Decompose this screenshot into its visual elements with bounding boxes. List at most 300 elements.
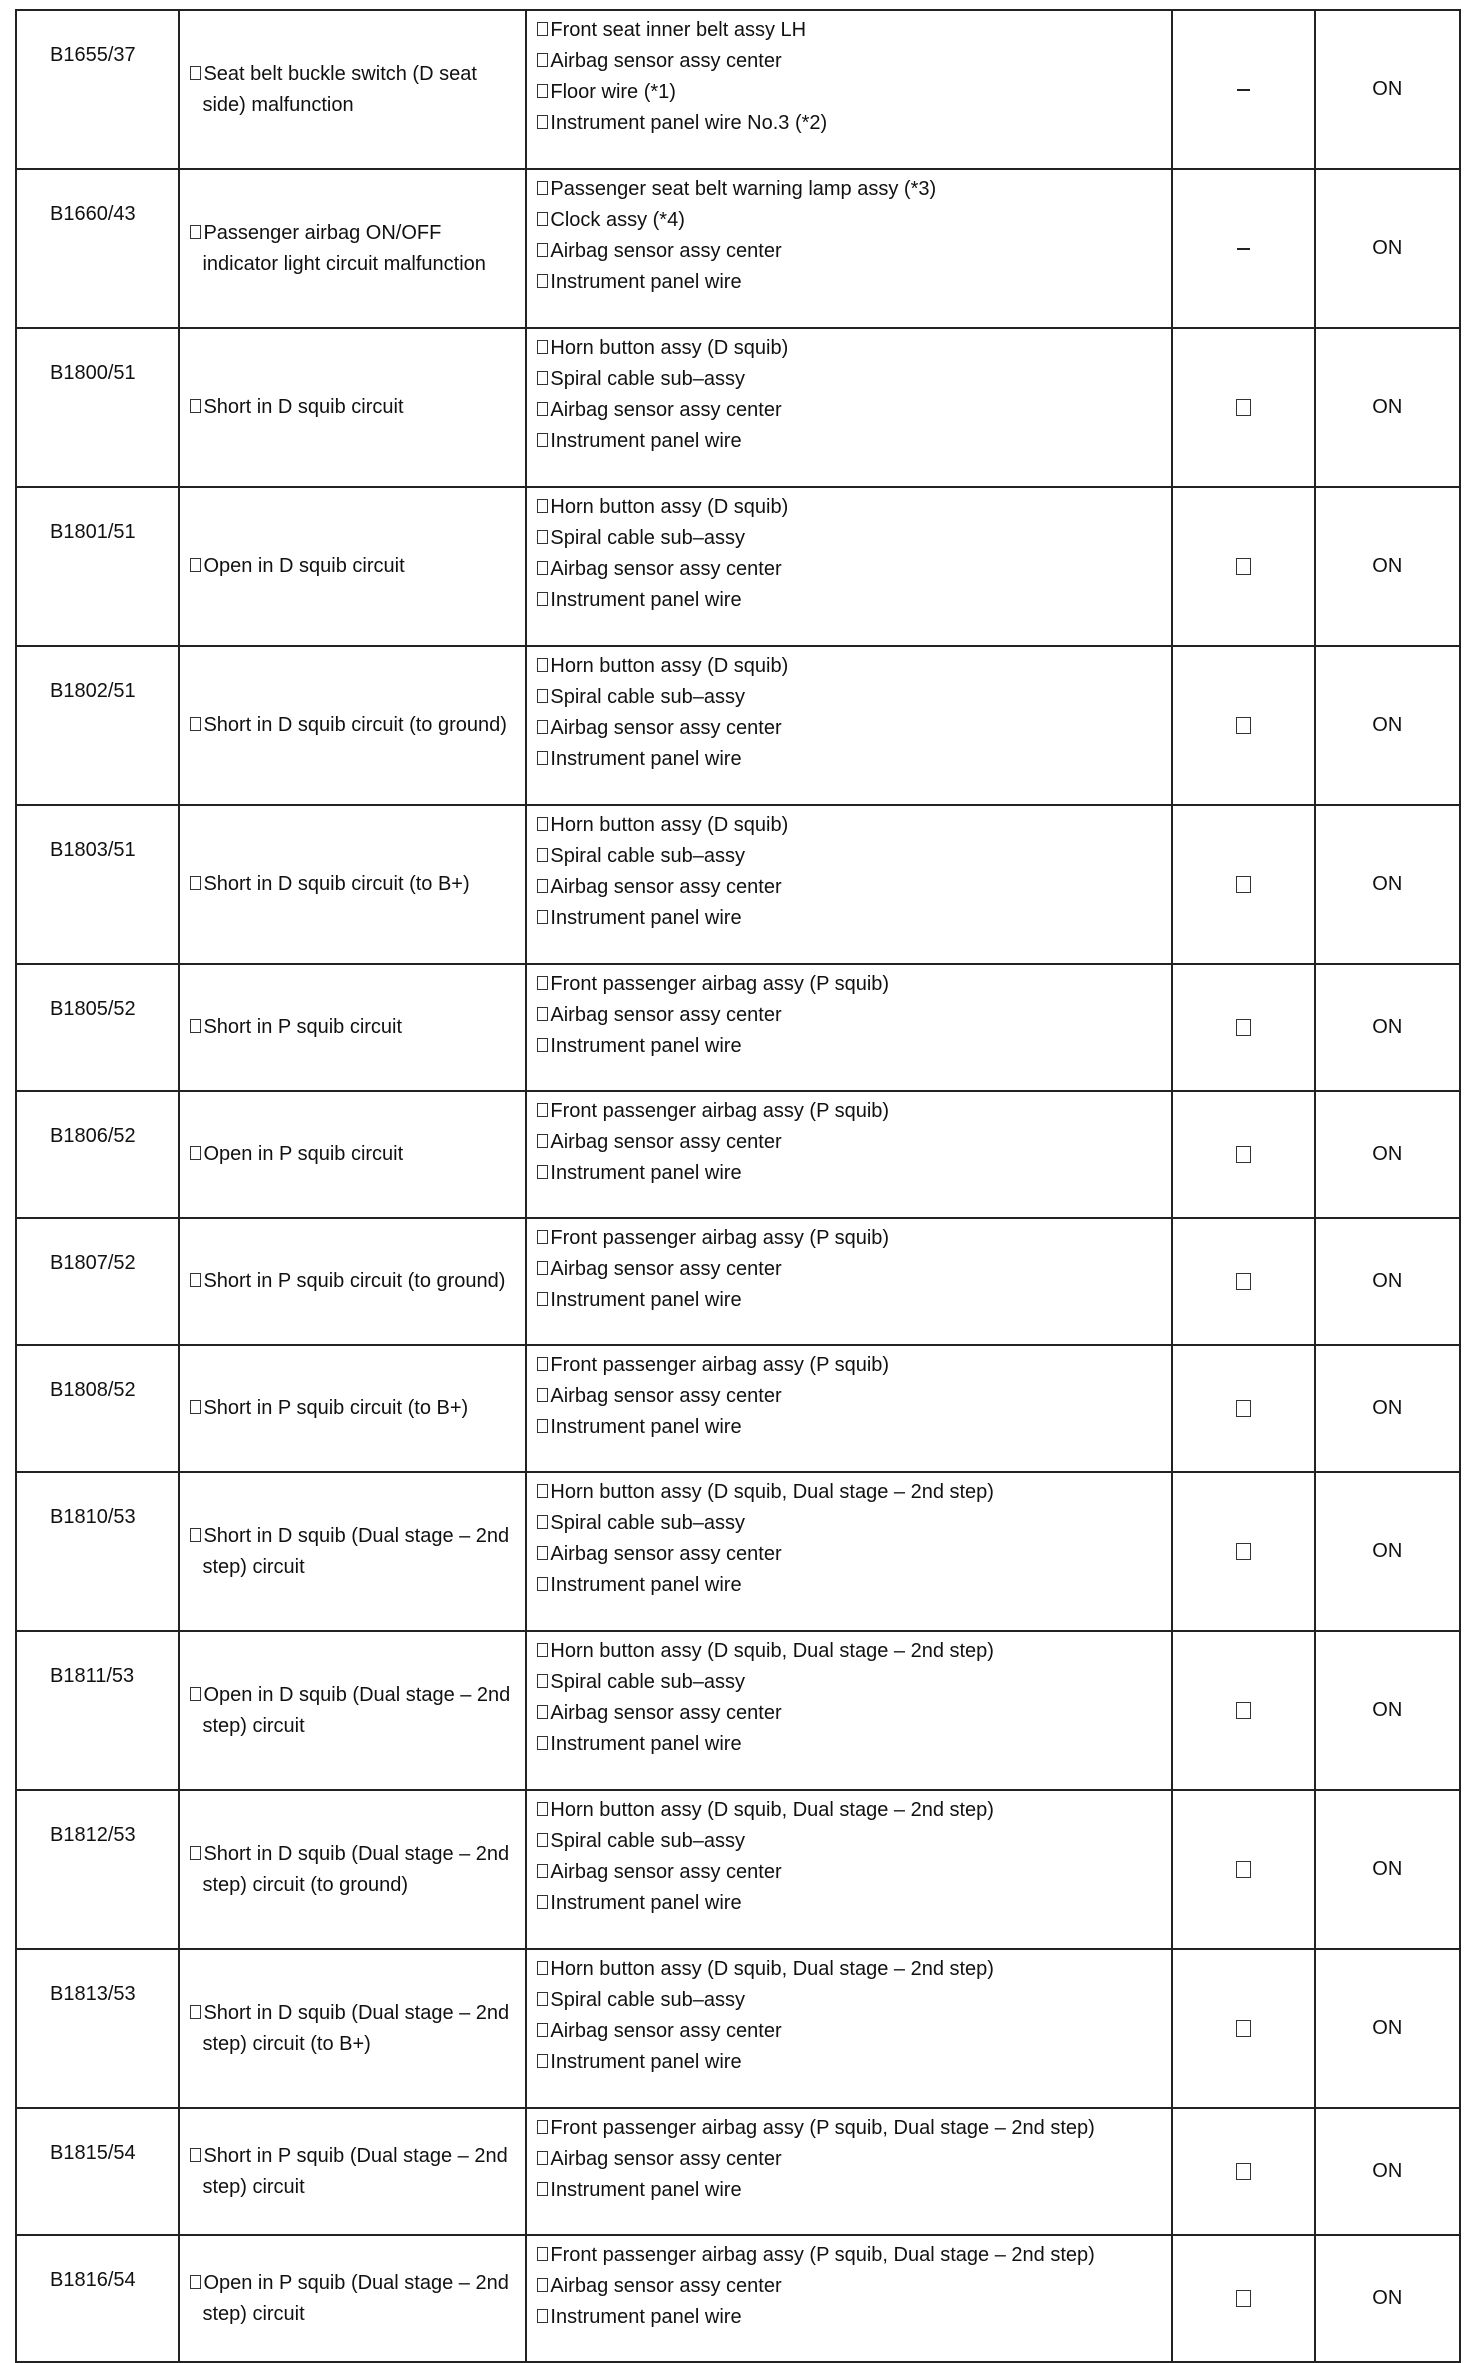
trouble-area-line [537,1000,1171,1031]
detection-item-line [190,392,519,423]
detection-item-text: Short in D squib circuit [203,396,404,418]
memory-cell [1172,487,1314,646]
bullet-box-icon [537,53,548,67]
detection-item-cell [179,1218,526,1345]
memory-box-icon [1236,1861,1251,1878]
memory-cell [1172,328,1314,487]
dtc-code-cell [16,1631,179,1790]
table-row [16,1345,1460,1472]
bullet-box-icon [537,2054,548,2068]
dtc-code-cell [16,1472,179,1631]
trouble-area-text: Instrument panel wire [550,2306,742,2328]
detection-item-text: Open in D squib circuit [203,555,405,577]
detection-item-line [190,2268,519,2330]
trouble-area-line [537,1350,1171,1381]
trouble-area-line [537,1570,1171,1601]
trouble-area-line [537,651,1171,682]
trouble-area-line [537,2016,1171,2047]
table-row [16,964,1460,1091]
bullet-box-icon [537,1484,548,1498]
table-row [16,805,1460,964]
trouble-area-text: Airbag sensor assy center [550,876,782,898]
trouble-area-text: Airbag sensor assy center [550,1861,782,1883]
trouble-area-line [537,492,1171,523]
bullet-box-icon [537,1007,548,1021]
detection-item-line [190,59,519,121]
detection-item-cell [179,2235,526,2362]
trouble-area-line [537,236,1171,267]
warning-light-status: ON [1372,2160,1403,2182]
trouble-area-line [537,1539,1171,1570]
memory-box-icon [1236,1146,1251,1163]
trouble-area-cell [526,1472,1172,1631]
bullet-box-icon [537,1895,548,1909]
trouble-area-line [537,810,1171,841]
trouble-area-text: Airbag sensor assy center [550,1131,782,1153]
bullet-box-icon [537,817,548,831]
trouble-area-cell [526,10,1172,169]
trouble-area-line [537,2144,1171,2175]
dtc-code-cell [16,805,179,964]
dtc-code: B1806/52 [50,1125,136,1147]
trouble-area-line [537,395,1171,426]
trouble-area-text: Spiral cable sub–assy [550,1830,745,1852]
trouble-area-text: Instrument panel wire [550,1416,742,1438]
memory-cell [1172,1790,1314,1949]
trouble-area-line [537,77,1171,108]
trouble-area-line [537,364,1171,395]
trouble-area-text: Horn button assy (D squib, Dual stage – 2nd step) [550,1481,994,1503]
trouble-area-text: Airbag sensor assy center [550,240,782,262]
trouble-area-line [537,1954,1171,1985]
trouble-area-text: Airbag sensor assy center [550,717,782,739]
trouble-area-cell [526,1631,1172,1790]
warning-light-cell [1315,1472,1460,1631]
warning-light-status: ON [1372,1858,1403,1880]
warning-light-cell [1315,487,1460,646]
bullet-box-icon [537,751,548,765]
memory-box-icon [1236,2290,1251,2307]
detection-item-line [190,551,519,582]
bullet-box-icon [190,1400,201,1414]
trouble-area-line [537,1031,1171,1062]
trouble-area-text: Airbag sensor assy center [550,1258,782,1280]
bullet-box-icon [537,22,548,36]
memory-box-icon [1236,1400,1251,1417]
trouble-area-line [537,969,1171,1000]
memory-cell [1172,1345,1314,1472]
bullet-box-icon [537,910,548,924]
trouble-area-text: Instrument panel wire [550,1733,742,1755]
trouble-area-line [537,15,1171,46]
bullet-box-icon [537,1038,548,1052]
warning-light-status: ON [1372,1699,1403,1721]
bullet-box-icon [537,2182,548,2196]
trouble-area-text: Spiral cable sub–assy [550,1989,745,2011]
table-row [16,1218,1460,1345]
warning-light-cell [1315,1218,1460,1345]
trouble-area-line [537,1826,1171,1857]
bullet-box-icon [537,1357,548,1371]
table-row [16,10,1460,169]
dtc-code: B1805/52 [50,998,136,1020]
trouble-area-line [537,682,1171,713]
trouble-area-cell [526,328,1172,487]
warning-light-cell [1315,328,1460,487]
table-row [16,487,1460,646]
dtc-code-cell [16,328,179,487]
detection-item-text: Short in D squib (Dual stage – 2nd step) circuit (to B+) [202,2001,510,2055]
memory-cell [1172,646,1314,805]
bullet-box-icon [537,2309,548,2323]
bullet-box-icon [537,2278,548,2292]
detection-item-line [190,1998,519,2060]
trouble-area-text: Instrument panel wire [550,907,742,929]
table-row [16,169,1460,328]
trouble-area-line [537,46,1171,77]
trouble-area-line [537,841,1171,872]
bullet-box-icon [537,1643,548,1657]
dtc-code-cell [16,1949,179,2108]
trouble-area-text: Instrument panel wire [550,1289,742,1311]
detection-item-line [190,1393,519,1424]
trouble-area-cell [526,1091,1172,1218]
trouble-area-cell [526,646,1172,805]
trouble-area-text: Instrument panel wire [550,589,742,611]
trouble-area-line [537,1508,1171,1539]
bullet-box-icon [190,225,201,239]
detection-item-text: Short in P squib circuit [203,1016,403,1038]
warning-light-status: ON [1372,1540,1403,1562]
dtc-table [15,9,1461,2363]
detection-item-line [190,1680,519,1742]
trouble-area-line [537,205,1171,236]
trouble-area-text: Instrument panel wire [550,1035,742,1057]
dtc-code: B1801/51 [50,521,136,543]
trouble-area-line [537,1096,1171,1127]
trouble-area-text: Horn button assy (D squib, Dual stage – 2nd step) [550,1799,994,1821]
bullet-box-icon [537,1230,548,1244]
bullet-box-icon [537,181,548,195]
trouble-area-line [537,108,1171,139]
dtc-code: B1655/37 [50,44,136,66]
bullet-box-icon [537,1134,548,1148]
trouble-area-text: Front passenger airbag assy (P squib) [550,1100,890,1122]
trouble-area-text: Front passenger airbag assy (P squib, Dual stage – 2nd step) [550,2244,1095,2266]
dtc-code-cell [16,2108,179,2235]
warning-light-cell [1315,169,1460,328]
memory-box-icon [1236,2020,1251,2037]
memory-cell [1172,1472,1314,1631]
table-row [16,1091,1460,1218]
bullet-box-icon [190,1273,201,1287]
trouble-area-text: Airbag sensor assy center [550,558,782,580]
dtc-code: B1800/51 [50,362,136,384]
trouble-area-line [537,333,1171,364]
detection-item-cell [179,328,526,487]
detection-item-line [190,1012,519,1043]
bullet-box-icon [537,402,548,416]
bullet-box-icon [190,2275,201,2289]
warning-light-cell [1315,1790,1460,1949]
bullet-box-icon [537,2151,548,2165]
warning-light-status: ON [1372,2017,1403,2039]
trouble-area-line [537,1698,1171,1729]
trouble-area-text: Horn button assy (D squib, Dual stage – 2nd step) [550,1958,994,1980]
detection-item-line [190,218,519,280]
trouble-area-text: Horn button assy (D squib) [550,496,789,518]
memory-box-icon [1236,717,1251,734]
trouble-area-text: Front passenger airbag assy (P squib, Dual stage – 2nd step) [550,2117,1095,2139]
detection-item-cell [179,805,526,964]
detection-item-cell [179,1345,526,1472]
trouble-area-line [537,903,1171,934]
bullet-box-icon [537,848,548,862]
bullet-box-icon [190,2005,201,2019]
warning-light-status: ON [1372,1397,1403,1419]
trouble-area-cell [526,1790,1172,1949]
dtc-code-cell [16,964,179,1091]
detection-item-cell [179,1091,526,1218]
dtc-code-cell [16,1218,179,1345]
trouble-area-text: Passenger seat belt warning lamp assy (*3) [550,178,937,200]
detection-item-text: Short in D squib (Dual stage – 2nd step) circuit (to ground) [202,1842,510,1896]
warning-light-status: ON [1372,873,1403,895]
bullet-box-icon [537,1546,548,1560]
memory-cell [1172,805,1314,964]
detection-item-line [190,1839,519,1901]
trouble-area-text: Spiral cable sub–assy [550,686,745,708]
dtc-table-body [16,10,1460,2362]
table-row [16,1631,1460,1790]
trouble-area-line [537,267,1171,298]
bullet-box-icon [537,561,548,575]
detection-item-line [190,2141,519,2203]
detection-item-text: Open in P squib (Dual stage – 2nd step) circuit [202,2271,509,2325]
bullet-box-icon [537,115,548,129]
dtc-code: B1802/51 [50,680,136,702]
bullet-box-icon [190,1528,201,1542]
bullet-box-icon [537,1674,548,1688]
trouble-area-line [537,1857,1171,1888]
trouble-area-line [537,174,1171,205]
trouble-area-cell [526,169,1172,328]
table-row [16,2235,1460,2362]
bullet-box-icon [190,1687,201,1701]
detection-item-line [190,1266,519,1297]
bullet-box-icon [537,689,548,703]
trouble-area-text: Instrument panel wire [550,430,742,452]
trouble-area-cell [526,805,1172,964]
detection-item-text: Short in D squib (Dual stage – 2nd step) circuit [202,1524,510,1578]
detection-item-cell [179,2108,526,2235]
bullet-box-icon [537,371,548,385]
detection-item-text: Short in D squib circuit (to ground) [203,714,507,736]
table-row [16,1949,1460,2108]
warning-light-cell [1315,1949,1460,2108]
warning-light-cell [1315,2235,1460,2362]
trouble-area-line [537,426,1171,457]
warning-light-status: ON [1372,396,1403,418]
trouble-area-text: Airbag sensor assy center [550,1385,782,1407]
bullet-box-icon [537,340,548,354]
trouble-area-text: Horn button assy (D squib) [550,655,789,677]
memory-cell [1172,2235,1314,2362]
dash-mark [1237,248,1250,250]
memory-cell [1172,2108,1314,2235]
detection-item-line [190,1139,519,1170]
bullet-box-icon [190,558,201,572]
dtc-code: B1810/53 [50,1506,136,1528]
detection-item-text: Passenger airbag ON/OFF indicator light circuit malfunction [202,221,486,275]
bullet-box-icon [537,1165,548,1179]
warning-light-status: ON [1372,1143,1403,1165]
bullet-box-icon [537,1961,548,1975]
detection-item-text: Short in D squib circuit (to B+) [203,873,470,895]
memory-box-icon [1236,1702,1251,1719]
bullet-box-icon [190,66,201,80]
detection-item-cell [179,964,526,1091]
dtc-code: B1815/54 [50,2142,136,2164]
memory-cell [1172,1949,1314,2108]
memory-box-icon [1236,1019,1251,1036]
memory-cell [1172,1091,1314,1218]
detection-item-cell [179,1472,526,1631]
warning-light-status: ON [1372,714,1403,736]
warning-light-cell [1315,646,1460,805]
trouble-area-cell [526,1345,1172,1472]
detection-item-cell [179,646,526,805]
trouble-area-text: Instrument panel wire [550,271,742,293]
trouble-area-text: Instrument panel wire [550,2051,742,2073]
table-row [16,1790,1460,1949]
detection-item-line [190,869,519,900]
dtc-code: B1660/43 [50,203,136,225]
bullet-box-icon [537,2247,548,2261]
trouble-area-cell [526,964,1172,1091]
bullet-box-icon [537,1833,548,1847]
bullet-box-icon [537,1515,548,1529]
bullet-box-icon [537,212,548,226]
memory-cell [1172,1218,1314,1345]
dtc-code: B1811/53 [50,1665,135,1687]
detection-item-text: Open in D squib (Dual stage – 2nd step) circuit [202,1683,511,1737]
dtc-code: B1807/52 [50,1252,136,1274]
detection-item-text: Seat belt buckle switch (D seat side) malfunction [202,62,477,116]
bullet-box-icon [190,1019,201,1033]
bullet-box-icon [537,976,548,990]
trouble-area-text: Front passenger airbag assy (P squib) [550,1227,890,1249]
bullet-box-icon [537,2023,548,2037]
detection-item-line [190,1521,519,1583]
table-row [16,2108,1460,2235]
bullet-box-icon [537,243,548,257]
bullet-box-icon [537,1802,548,1816]
trouble-area-line [537,1285,1171,1316]
trouble-area-text: Instrument panel wire [550,1162,742,1184]
bullet-box-icon [537,499,548,513]
trouble-area-text: Airbag sensor assy center [550,1543,782,1565]
detection-item-text: Open in P squib circuit [203,1143,404,1165]
warning-light-status: ON [1372,78,1403,100]
trouble-area-line [537,1888,1171,1919]
trouble-area-line [537,1158,1171,1189]
trouble-area-text: Airbag sensor assy center [550,1702,782,1724]
trouble-area-text: Airbag sensor assy center [550,50,782,72]
trouble-area-line [537,744,1171,775]
trouble-area-text: Spiral cable sub–assy [550,368,745,390]
dtc-code-cell [16,2235,179,2362]
trouble-area-cell [526,1218,1172,1345]
dtc-code: B1813/53 [50,1983,136,2005]
trouble-area-text: Airbag sensor assy center [550,399,782,421]
trouble-area-line [537,2175,1171,2206]
trouble-area-line [537,1795,1171,1826]
trouble-area-line [537,1254,1171,1285]
trouble-area-line [537,1729,1171,1760]
bullet-box-icon [537,1992,548,2006]
trouble-area-line [537,1667,1171,1698]
dtc-code-cell [16,169,179,328]
trouble-area-text: Front passenger airbag assy (P squib) [550,973,890,995]
dtc-code: B1816/54 [50,2269,136,2291]
bullet-box-icon [537,1292,548,1306]
trouble-area-line [537,872,1171,903]
bullet-box-icon [537,658,548,672]
bullet-box-icon [537,1577,548,1591]
dtc-code-cell [16,646,179,805]
bullet-box-icon [537,274,548,288]
trouble-area-text: Airbag sensor assy center [550,2275,782,2297]
trouble-area-cell [526,2235,1172,2362]
trouble-area-text: Horn button assy (D squib) [550,814,789,836]
trouble-area-line [537,1636,1171,1667]
trouble-area-cell [526,2108,1172,2235]
trouble-area-text: Instrument panel wire [550,1892,742,1914]
trouble-area-line [537,2113,1171,2144]
dtc-code: B1803/51 [50,839,136,861]
trouble-area-text: Front seat inner belt assy LH [550,19,807,41]
trouble-area-line [537,523,1171,554]
detection-item-line [190,710,519,741]
trouble-area-text: Instrument panel wire No.3 (*2) [550,112,828,134]
dtc-code: B1808/52 [50,1379,136,1401]
trouble-area-line [537,1223,1171,1254]
bullet-box-icon [537,879,548,893]
trouble-area-line [537,2240,1171,2271]
detection-item-cell [179,10,526,169]
trouble-area-line [537,1412,1171,1443]
memory-cell [1172,1631,1314,1790]
trouble-area-text: Spiral cable sub–assy [550,527,745,549]
bullet-box-icon [190,399,201,413]
bullet-box-icon [537,530,548,544]
trouble-area-line [537,554,1171,585]
trouble-area-text: Spiral cable sub–assy [550,845,745,867]
memory-cell [1172,169,1314,328]
dtc-code-cell [16,1790,179,1949]
bullet-box-icon [537,84,548,98]
dash-mark [1237,89,1250,91]
table-row [16,646,1460,805]
warning-light-cell [1315,1345,1460,1472]
warning-light-status: ON [1372,2287,1403,2309]
trouble-area-text: Spiral cable sub–assy [550,1671,745,1693]
trouble-area-text: Front passenger airbag assy (P squib) [550,1354,890,1376]
bullet-box-icon [537,1705,548,1719]
detection-item-text: Short in P squib circuit (to ground) [203,1270,506,1292]
dtc-code: B1812/53 [50,1824,136,1846]
